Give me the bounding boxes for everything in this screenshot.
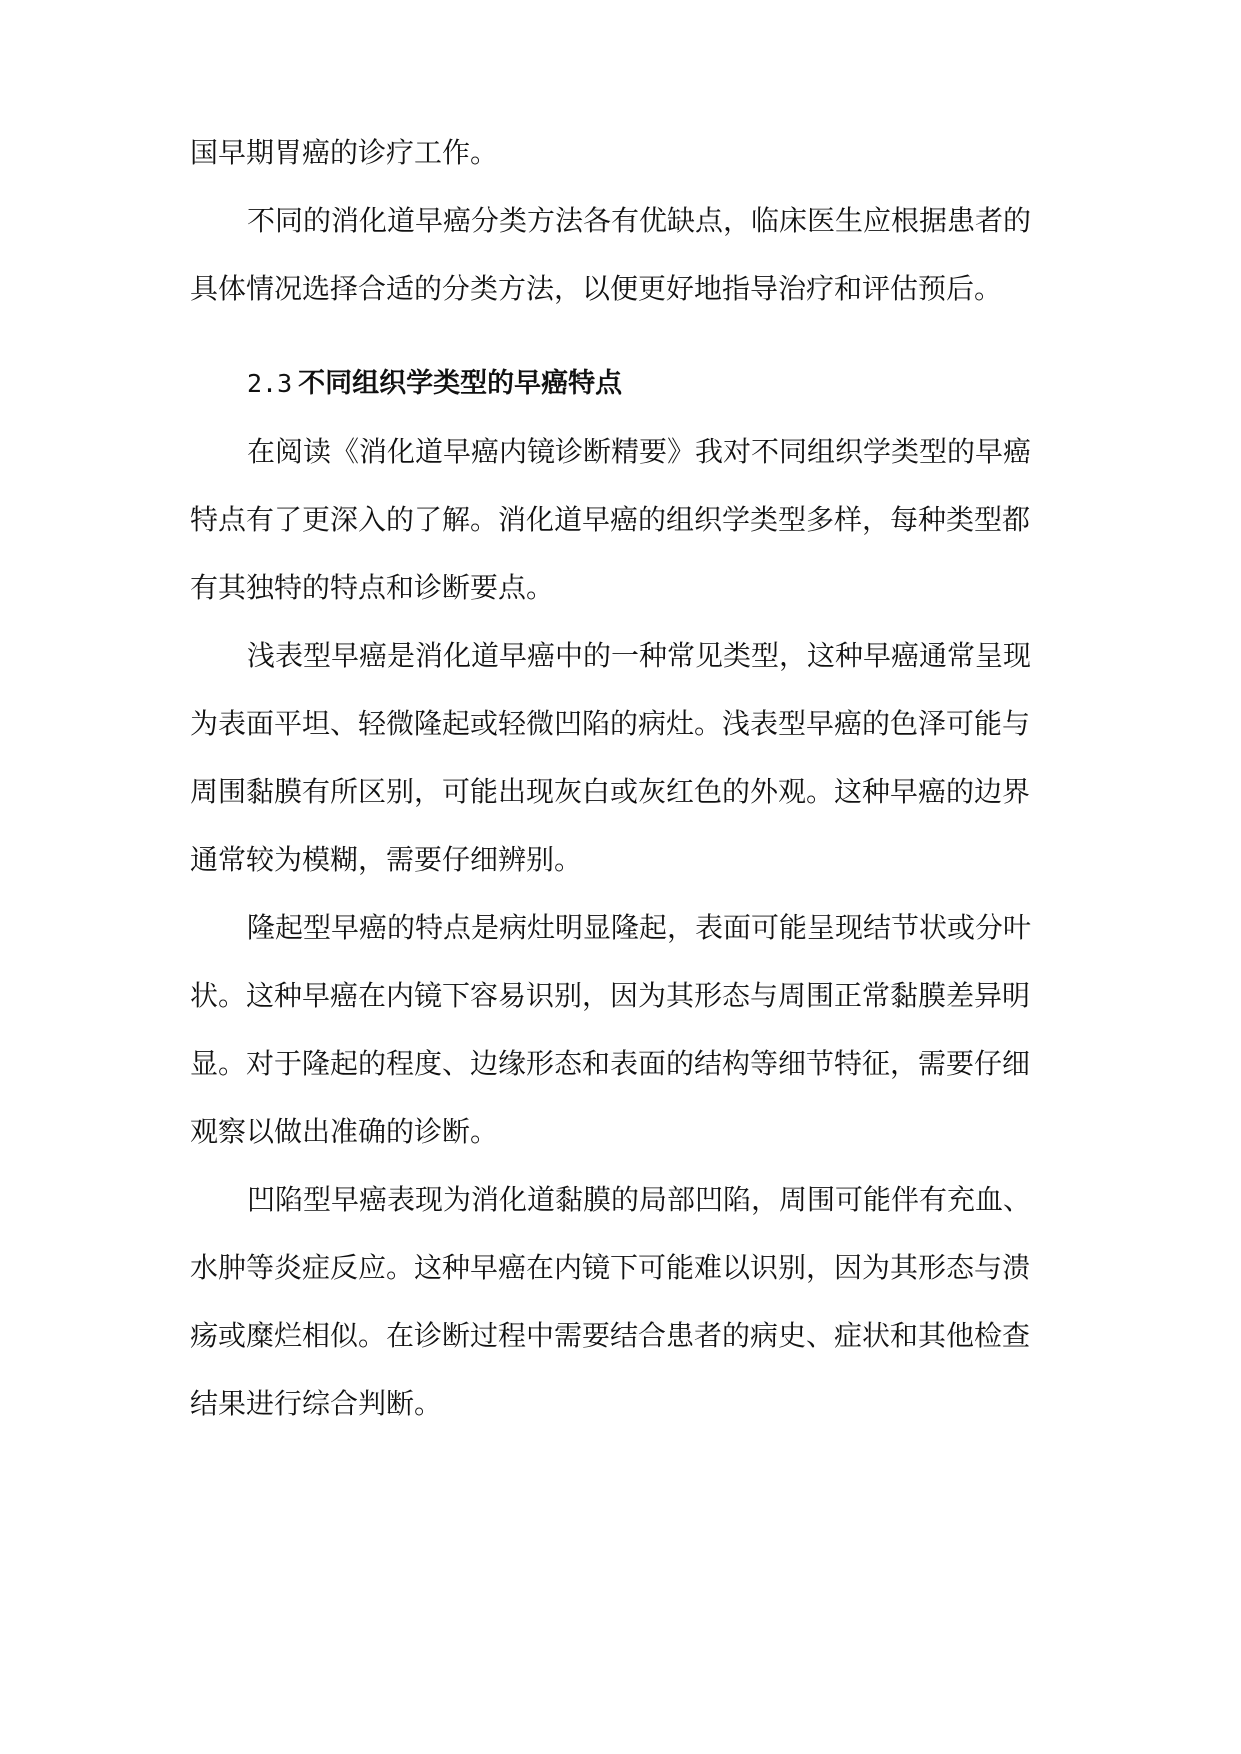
- paragraph-line: 具体情况选择合适的分类方法，以便更好地指导治疗和评估预后。: [190, 272, 1003, 305]
- paragraph-line: 凹陷型早癌表现为消化道黏膜的局部凹陷，周围可能伴有充血、: [247, 1183, 1032, 1216]
- paragraph-line: 周围黏膜有所区别，可能出现灰白或灰红色的外观。这种早癌的边界: [190, 775, 1031, 808]
- paragraph-line: 通常较为模糊，需要仔细辨别。: [190, 843, 583, 876]
- paragraph-line: 为表面平坦、轻微隆起或轻微凹陷的病灶。浅表型早癌的色泽可能与: [190, 707, 1031, 740]
- section-heading: [247, 364, 1090, 404]
- paragraph-line: 状。这种早癌在内镜下容易识别，因为其形态与周围正常黏膜差异明: [190, 979, 1031, 1012]
- paragraph-line: 不同的消化道早癌分类方法各有优缺点，临床医生应根据患者的: [247, 204, 1032, 237]
- paragraph-line: 有其独特的特点和诊断要点。: [190, 571, 555, 604]
- section-title: 不同组织学类型的早癌特点: [298, 368, 623, 399]
- paragraph-line: 在阅读《消化道早癌内镜诊断精要》我对不同组织学类型的早癌: [247, 435, 1032, 468]
- paragraph-line: 水肿等炎症反应。这种早癌在内镜下可能难以识别，因为其形态与溃: [190, 1251, 1031, 1284]
- paragraph-line: 结果进行综合判断。: [190, 1387, 443, 1420]
- paragraph-line: 疡或糜烂相似。在诊断过程中需要结合患者的病史、症状和其他检查: [190, 1319, 1031, 1352]
- paragraph-line: 特点有了更深入的了解。消化道早癌的组织学类型多样，每种类型都: [190, 503, 1031, 536]
- paragraph-line: 隆起型早癌的特点是病灶明显隆起，表面可能呈现结节状或分叶: [247, 911, 1032, 944]
- paragraph-line: 国早期胃癌的诊疗工作。: [190, 136, 499, 169]
- section-number: 2.3: [247, 369, 293, 398]
- paragraph-line: 浅表型早癌是消化道早癌中的一种常见类型，这种早癌通常呈现: [247, 639, 1032, 672]
- paragraph-line: 显。对于隆起的程度、边缘形态和表面的结构等细节特征，需要仔细: [190, 1047, 1031, 1080]
- paragraph-line: 观察以做出准确的诊断。: [190, 1115, 499, 1148]
